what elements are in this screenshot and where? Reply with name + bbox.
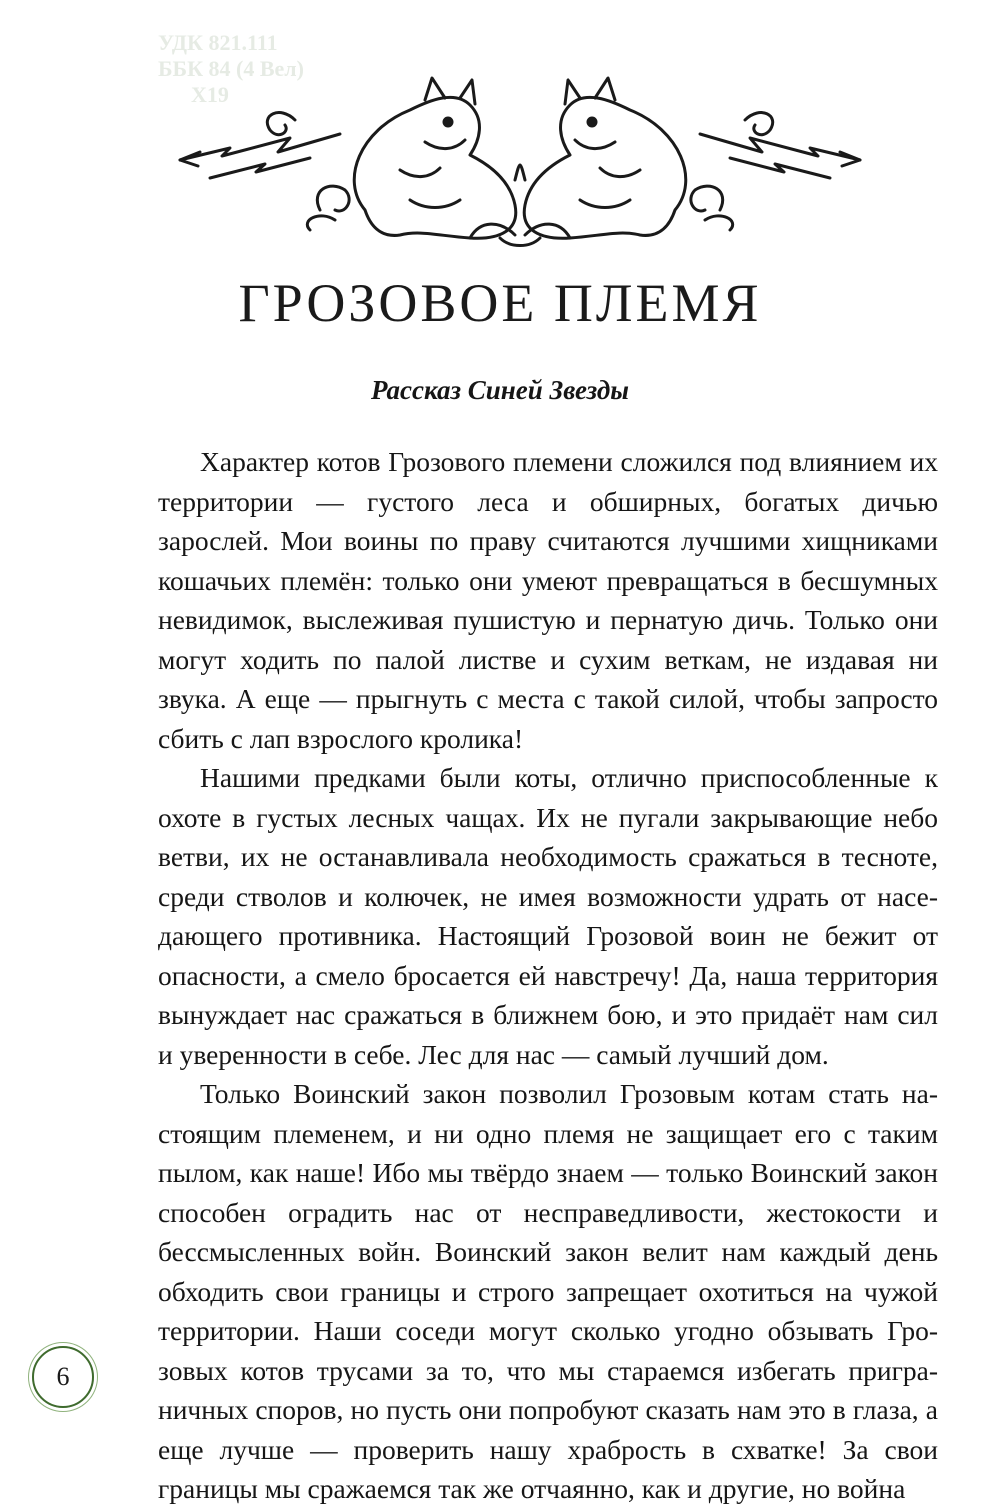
paragraph-3: Только Воинский закон позволил Грозовым котам стать настоящим племенем, и ни одно племя не защищает его с таким пылом, как наше! Ибо мы твёрдо знаем — только Воинский закон способен оградить нас от несправедливости, жестокости и бессмысленных войн. Воинский закон велит нам каждый день обходить свои границы и строго запрещает охотиться на чужой территории. Наши соседи могут сколько угодно обзывать Грозовых котов трусами за то, что мы стараемся избегать приграничных споров, но пусть они попробуют сказать нам это в глаза, а еще лучше — проверить нашу храбрость в схватке! За свои границы мы сражаемся так же отчаянно, как и другие, но война: [158, 1078, 938, 1504]
chapter-title: ГРОЗОВОЕ ПЛЕМЯ: [238, 273, 762, 333]
chapter-subtitle: Рассказ Синей Звезды: [371, 375, 629, 405]
page-number: 6: [32, 1346, 94, 1408]
paragraph-1: Характер котов Грозового племени сложился под влиянием их территории — густого леса и обширных, богатых дичью зарослей. Мои воины по праву считаются лучшими хищниками кошачьих племён: только они умеют превращаться в бесшумных невидимок, выслеживая пушистую и пернатую дичь. Только они могут ходить по палой листве и сухим веткам, не издавая ни звука. А еще — прыгнуть с места с такой силой, чтобы запросто сбить с лап взрослого кролика!: [158, 446, 938, 754]
body-text: [158, 442, 938, 1509]
show-through-text: УДК 821.111 ББК 84 (4 Вел) Х19: [158, 30, 304, 107]
fighting-cats-ornament-icon: [170, 60, 870, 250]
paragraph-2: Нашими предками были коты, отлично приспособленные к охоте в густых лесных чащах. Их не пугали закрывающие небо ветви, их не останавливала необходимость сражаться в тесноте, среди стволов и колючек, не имея возможности удрать от наседающего противника. Настоящий Грозовой воин не бежит от опасности, а смело бросается ей навстречу! Да, наша территория вынуждает нас сражаться в ближнем бою, и это придаёт нам сил и уверенности в себе. Лес для нас — самый лучший дом.: [158, 762, 938, 1070]
